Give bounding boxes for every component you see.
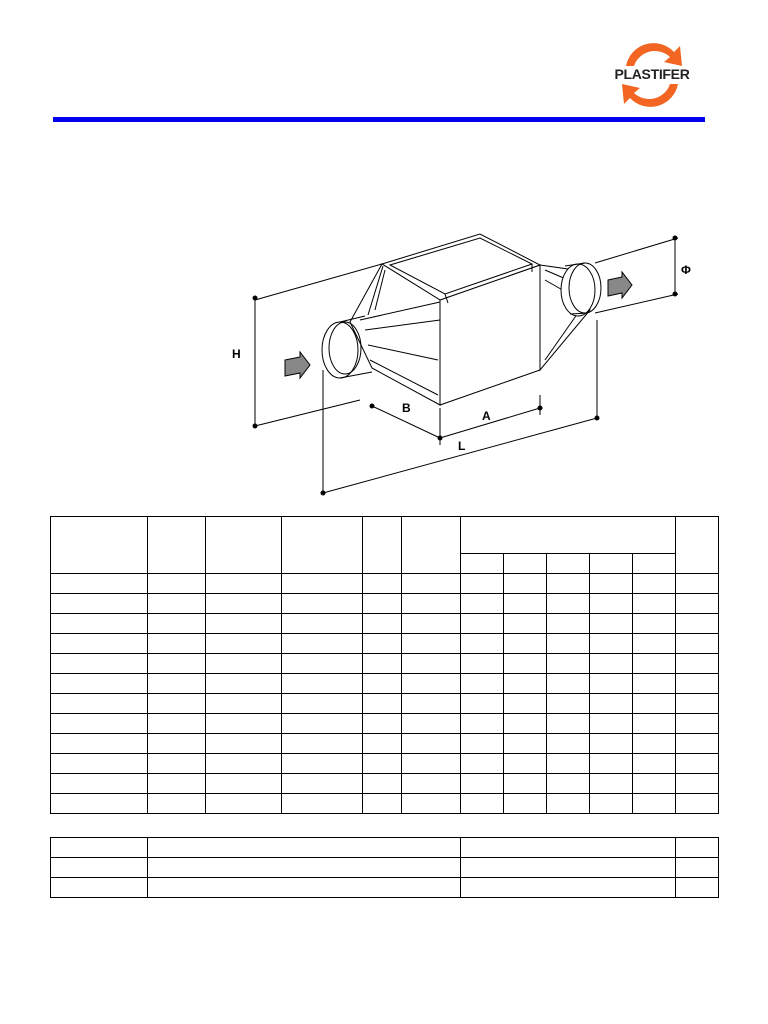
dim-label-b: B (402, 401, 411, 415)
outlet-arrow-icon (608, 272, 632, 298)
table-row (51, 614, 719, 634)
table-row (51, 574, 719, 594)
header-cell (147, 517, 205, 574)
heat-exchanger-drawing (200, 210, 720, 510)
header-cell (402, 517, 461, 574)
header-cell (362, 517, 402, 574)
subheader-cell (633, 554, 676, 574)
dim-label-l: L (458, 439, 466, 453)
table-row (51, 674, 719, 694)
dim-label-h: H (232, 347, 241, 361)
table-row (51, 794, 719, 814)
table-row (51, 754, 719, 774)
table-row (51, 594, 719, 614)
table-row (51, 774, 719, 794)
header-group-cell (461, 517, 676, 554)
header-rule (53, 117, 705, 122)
subheader-cell (547, 554, 590, 574)
inlet-arrow-icon (285, 352, 310, 378)
subheader-cell (590, 554, 633, 574)
dim-label-phi: Φ (681, 263, 691, 277)
table-row (51, 714, 719, 734)
table-row (51, 634, 719, 654)
subheader-cell (461, 554, 504, 574)
notes-table (50, 837, 719, 898)
dimensions-table (50, 516, 719, 814)
header-cell (51, 517, 148, 574)
table-row (51, 734, 719, 754)
header-cell (281, 517, 362, 574)
table-row (51, 694, 719, 714)
subheader-cell (504, 554, 547, 574)
table-row (51, 878, 719, 898)
header-cell (675, 517, 718, 574)
header-cell (205, 517, 281, 574)
logo-wordmark: PLASTIFER (614, 66, 690, 82)
dim-label-a: A (482, 409, 491, 423)
table-row (51, 654, 719, 674)
table-row (51, 858, 719, 878)
plastifer-logo (612, 40, 692, 110)
table-row (51, 838, 719, 858)
